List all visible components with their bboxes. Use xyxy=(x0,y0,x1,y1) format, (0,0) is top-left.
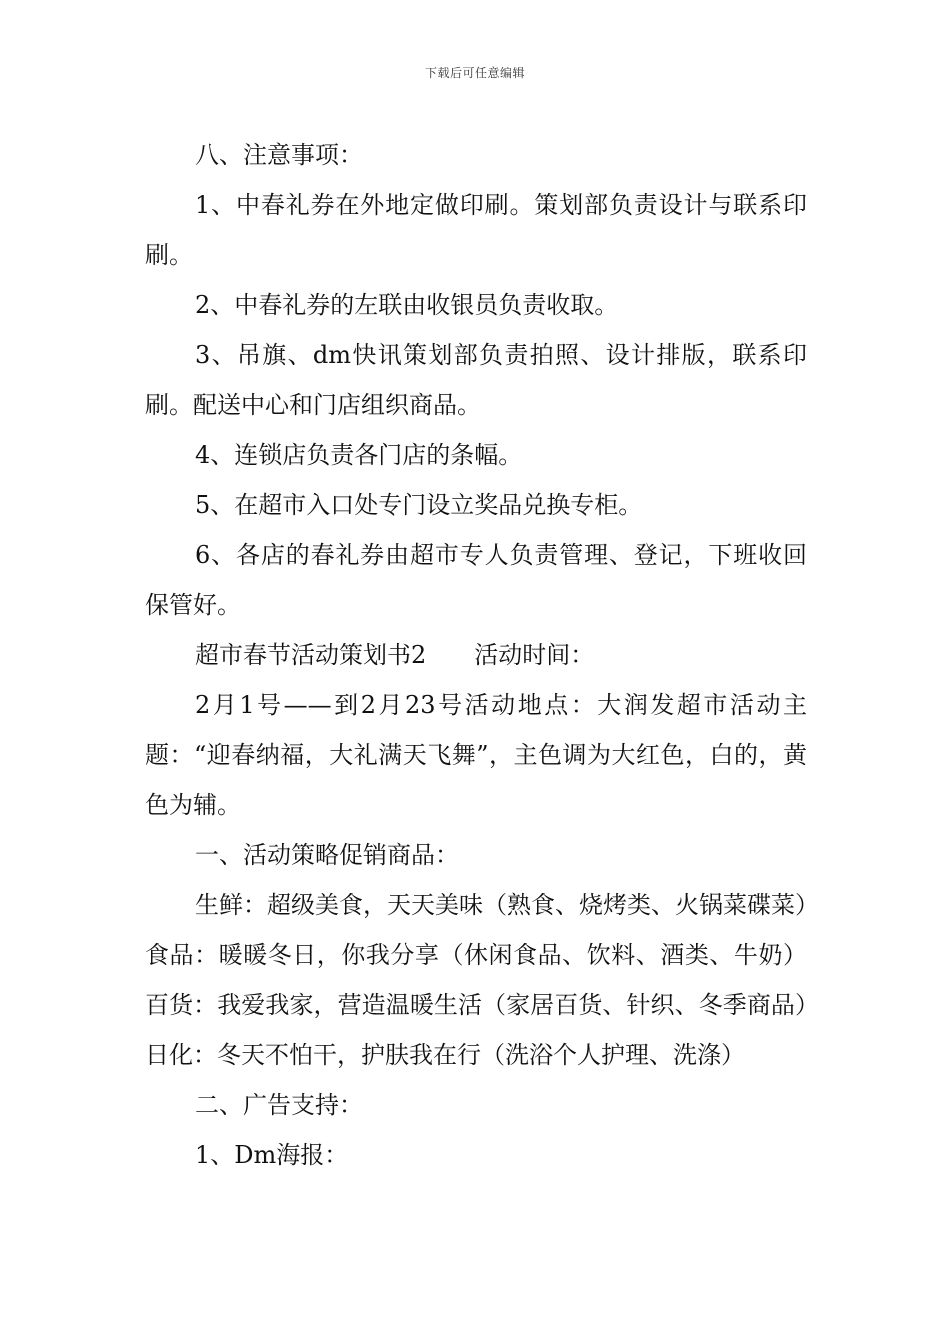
paragraph-dm-poster: 1、Dm海报： xyxy=(195,1141,349,1169)
page-header: 下载后可任意编辑 xyxy=(424,66,525,80)
paragraph-item-4: 4、连锁店负责各门店的条幅。 xyxy=(195,441,523,469)
paragraph-item-6: 6、各店的春礼券由超市专人负责管理、登记，下班收回保管好。 xyxy=(145,541,807,619)
document-body xyxy=(145,130,807,1180)
paragraph-item-5: 5、在超市入口处专门设立奖品兑换专柜。 xyxy=(195,491,643,519)
section-heading-notes: 八、注意事项： xyxy=(195,141,363,169)
paragraph-item-1: 1、中春礼券在外地定做印刷。策划部负责设计与联系印刷。 xyxy=(145,191,807,269)
document-subtitle: 超市春节活动策划书2 活动时间： xyxy=(195,641,595,669)
paragraph-products: 生鲜：超级美食，天天美味（熟食、烧烤类、火锅菜碟菜）食品：暖暖冬日，你我分享（休闲食品、饮料、酒类、牛奶）百货：我爱我家，营造温暖生活（家居百货、针织、冬季商品）日化：冬天不怕干，护肤我在行（洗浴个人护理、洗涤） xyxy=(145,891,807,1069)
paragraph-activity-info: 2月1号——到2月23号活动地点：大润发超市活动主题：“迎春纳福，大礼满天飞舞”，主色调为大红色，白的，黄色为辅。 xyxy=(145,691,807,819)
section-heading-ads: 二、广告支持： xyxy=(195,1091,363,1119)
section-heading-strategy: 一、活动策略促销商品： xyxy=(195,841,459,869)
paragraph-item-2: 2、中春礼券的左联由收银员负责收取。 xyxy=(195,291,619,319)
paragraph-item-3: 3、吊旗、dm快讯策划部负责拍照、设计排版，联系印刷。配送中心和门店组织商品。 xyxy=(145,341,807,419)
